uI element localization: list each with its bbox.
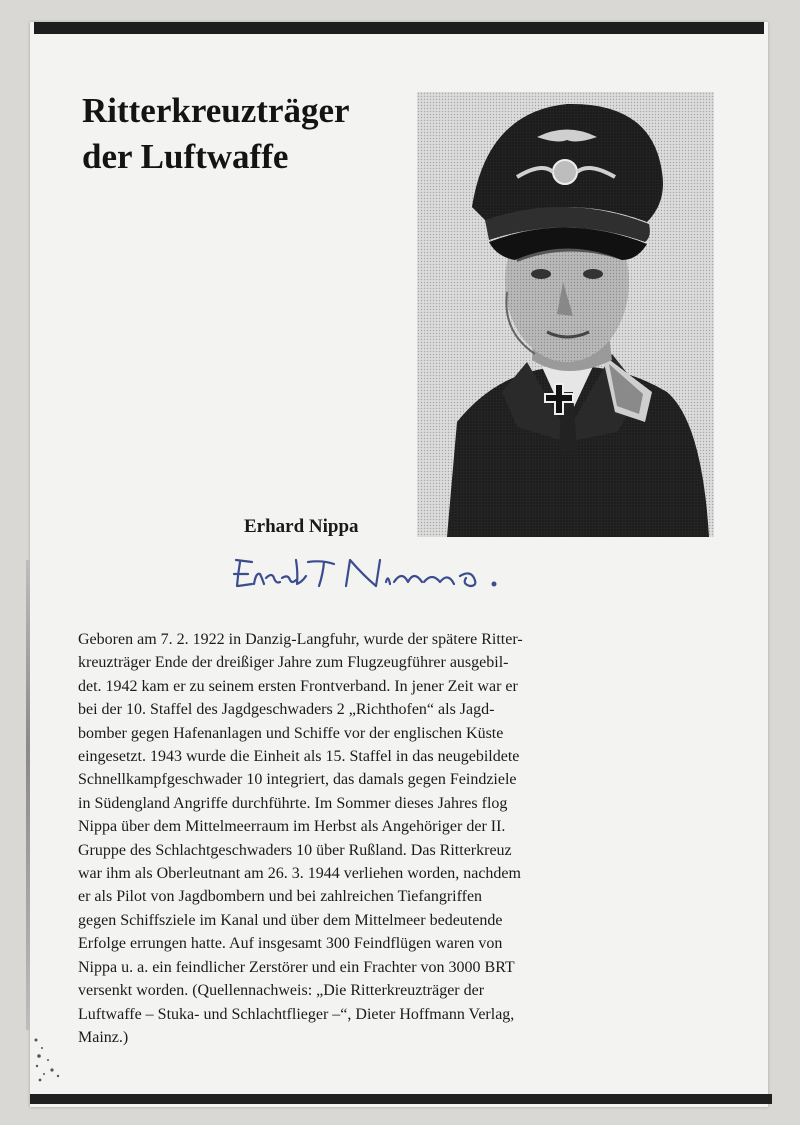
bio-line: Nippa über dem Mittelmeerraum im Herbst als Angehöriger der II. — [78, 818, 506, 836]
biography-text — [78, 628, 714, 1049]
bio-line: Mainz.) — [78, 1028, 129, 1046]
bio-line: Schnellkampfgeschwader 10 integriert, das damals gegen Feindziele — [78, 771, 517, 789]
top-border-rule — [34, 22, 764, 34]
title-line-1: Ritterkreuzträger — [82, 91, 350, 130]
bio-line: Geboren am 7. 2. 1922 in Danzig-Langfuhr, wurde der spätere Ritter- — [78, 631, 523, 648]
document-title — [82, 88, 350, 180]
title-line-2: der Luftwaffe — [82, 137, 289, 176]
handwritten-signature — [226, 548, 526, 598]
signature-text: Erhard Nippa. — [226, 597, 232, 598]
left-edge-shadow — [26, 560, 30, 1030]
bio-line: Nippa u. a. ein feindlicher Zerstörer und ein Frachter von 3000 BRT — [78, 958, 515, 976]
bio-line: bei der 10. Staffel des Jagdgeschwaders 2 „Richthofen“ als Jagd- — [78, 701, 495, 719]
bio-line: kreuzträger Ende der dreißiger Jahre zum Flugzeugführer ausgebil- — [78, 654, 509, 672]
bio-line: in Südengland Angriffe durchführte. Im Sommer dieses Jahres flog — [78, 794, 508, 812]
portrait-photo — [417, 92, 714, 537]
bio-line: det. 1942 kam er zu seinem ersten Frontverband. In jener Zeit war er — [78, 677, 518, 695]
bio-line: gegen Schiffsziele im Kanal und über dem Mittelmeer bedeutende — [78, 911, 503, 929]
bio-line: Erfolge errungen hatte. Auf insgesamt 300 Feindflügen waren von — [78, 935, 503, 953]
bio-line: Gruppe des Schlachtgeschwaders 10 über Rußland. Das Ritterkreuz — [78, 841, 512, 859]
subject-name: Erhard Nippa — [244, 516, 359, 537]
bio-line: versenkt worden. (Quellennachweis: „Die Ritterkreuzträger der — [78, 982, 485, 1000]
bottom-border-rule — [30, 1094, 772, 1104]
bio-line: er als Pilot von Jagdbombern und bei zahlreichen Tiefangriffen — [78, 888, 483, 906]
bio-line: eingesetzt. 1943 wurde die Einheit als 15. Staffel in das neugebildete — [78, 748, 520, 766]
bio-line: bomber gegen Hafenanlagen und Schiffe vor der englischen Küste — [78, 724, 504, 742]
bio-line: Luftwaffe – Stuka- und Schlachtflieger –“, Dieter Hoffmann Verlag, — [78, 1005, 515, 1023]
scan-specks — [30, 1030, 90, 1090]
bio-line: war ihm als Oberleutnant am 26. 3. 1944 verliehen worden, nachdem — [78, 865, 521, 883]
